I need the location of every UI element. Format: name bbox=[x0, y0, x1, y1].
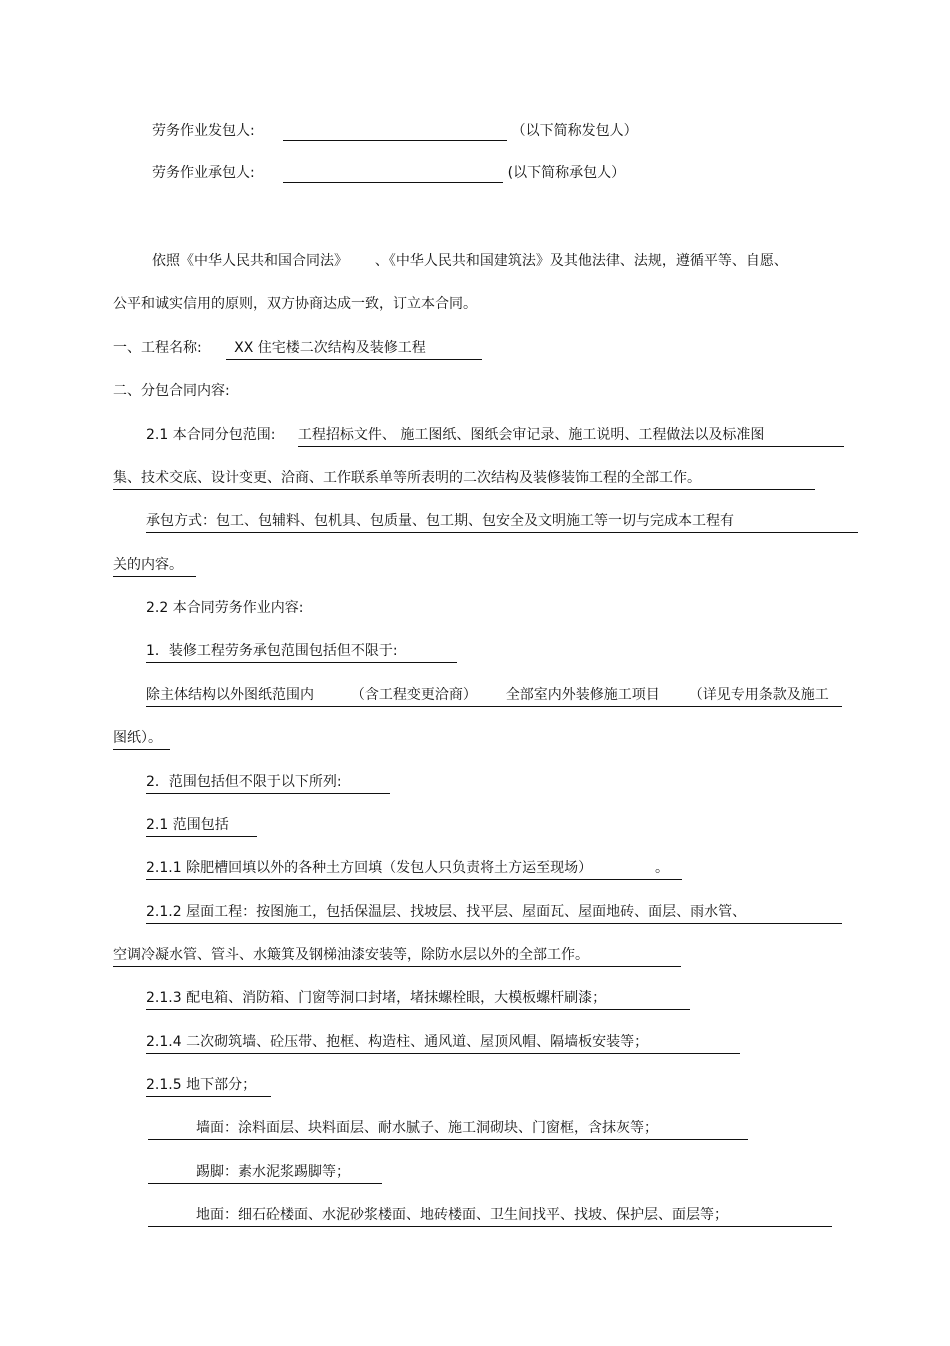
party-b-suffix: (以下简称承包人） bbox=[507, 165, 626, 181]
item-2-1-3-text: 2.1.3 配电箱、消防箱、门窗等洞口封堵，堵抹螺栓眼，大模板螺杆刷漆； bbox=[146, 988, 690, 1010]
item-2-1-title: 2.1 范围包括 bbox=[146, 815, 257, 837]
item-2-1-2-line-2 bbox=[113, 945, 681, 967]
item-1-text-b: （含工程变更洽商） bbox=[350, 687, 477, 703]
item-2-1-5-text: 2.1.5 地下部分； bbox=[146, 1075, 271, 1097]
item-2-1-2-text-1: 2.1.2 屋面工程：按图施工，包括保温层、找坡层、找平层、屋面瓦、屋面地砖、面层、雨水管、 bbox=[146, 902, 842, 924]
item-2-1-2-text-2: 空调冷凝水管、管斗、水簸箕及钢梯油漆安装等，除防水层以外的全部工作。 bbox=[113, 945, 681, 967]
underground-wall-line bbox=[148, 1118, 748, 1140]
scope-2-1-line-1 bbox=[146, 425, 844, 447]
item-2-1-2-line-1 bbox=[146, 902, 842, 924]
contract-mode-line-1 bbox=[146, 511, 858, 533]
contract-mode-line-2 bbox=[113, 555, 196, 577]
contract-mode-text-2: 关的内容。 bbox=[113, 555, 196, 577]
party-a-suffix: （以下简称发包人） bbox=[511, 123, 638, 139]
item-1-text-c: 全部室内外装修施工项目 bbox=[505, 687, 660, 703]
party-b-line bbox=[152, 163, 625, 183]
project-name: XX 住宅楼二次结构及装修工程 bbox=[226, 338, 482, 360]
item-2-1-4-text: 2.1.4 二次砌筑墙、砼压带、抱框、构造柱、通风道、屋顶风帽、隔墙板安装等； bbox=[146, 1032, 740, 1054]
item-2-1-3-line bbox=[146, 988, 690, 1010]
item-2-1-1-line bbox=[146, 858, 682, 880]
item-1-text-a: 除主体结构以外图纸范围内 bbox=[146, 687, 314, 703]
party-a-line bbox=[152, 121, 638, 141]
party-b-blank[interactable] bbox=[283, 166, 503, 183]
party-a-blank[interactable] bbox=[283, 124, 507, 141]
underground-skirting-text: 踢脚：素水泥浆踢脚等； bbox=[148, 1162, 382, 1184]
item-1-line-1 bbox=[146, 685, 842, 707]
party-b-label: 劳务作业承包人: bbox=[152, 165, 255, 181]
item-1-line-2 bbox=[113, 728, 170, 750]
preamble-line-2: 公平和诚实信用的原则，双方协商达成一致，订立本合同。 bbox=[113, 296, 477, 312]
item-2-1-title-line bbox=[146, 815, 257, 837]
underground-floor-text: 地面：细石砼楼面、水泥砂浆楼面、地砖楼面、卫生间找平、找坡、保护层、面层等； bbox=[148, 1205, 832, 1227]
item-2-title-line bbox=[146, 772, 390, 794]
underground-wall-text: 墙面：涂料面层、块料面层、耐水腻子、施工洞砌块、门窗框，含抹灰等； bbox=[148, 1118, 748, 1140]
item-1-text-2: 图纸）。 bbox=[113, 728, 170, 750]
item-1-text-d: （详见专用条款及施工 bbox=[688, 687, 829, 703]
scope-2-1-text-1: 工程招标文件、 施工图纸、图纸会审记录、施工说明、工程做法以及标准图 bbox=[298, 425, 844, 447]
item-2-1-1-end: 。 bbox=[654, 860, 669, 876]
preamble-text-b: 、《中华人民共和国建筑法》及其他法律、法规，遵循平等、自愿、 bbox=[374, 253, 788, 269]
scope-2-2-title: 2.2 本合同劳务作业内容: bbox=[146, 600, 304, 616]
item-2-1-5-line bbox=[146, 1075, 271, 1097]
contract-mode-text-1: 承包方式：包工、包辅料、包机具、包质量、包工期、包安全及文明施工等一切与完成本工程有 bbox=[146, 511, 858, 533]
item-2-title: 2．范围包括但不限于以下所列: bbox=[146, 772, 390, 794]
item-2-1-4-line bbox=[146, 1032, 740, 1054]
item-1-title: 1．装修工程劳务承包范围包括但不限于: bbox=[146, 641, 457, 663]
underground-floor-line bbox=[148, 1205, 832, 1227]
section-1-line bbox=[113, 338, 482, 360]
preamble-text-a: 依照《中华人民共和国合同法》 bbox=[152, 253, 348, 269]
section-2-title: 二、分包合同内容: bbox=[113, 383, 230, 399]
item-2-1-1-text: 2.1.1 除肥槽回填以外的各种土方回填（发包人只负责将土方运至现场） bbox=[146, 860, 593, 876]
scope-2-1-label: 2.1 本合同分包范围: bbox=[146, 427, 276, 443]
section-1-label: 一、工程名称: bbox=[113, 340, 202, 356]
scope-2-1-text-2: 集、技术交底、设计变更、洽商、工作联系单等所表明的二次结构及装修装饰工程的全部工作。 bbox=[113, 468, 815, 490]
underground-skirting-line bbox=[148, 1162, 382, 1184]
preamble-line-1 bbox=[152, 251, 788, 271]
item-1-title-line bbox=[146, 641, 457, 663]
party-a-label: 劳务作业发包人: bbox=[152, 123, 255, 139]
scope-2-1-line-2 bbox=[113, 468, 815, 490]
